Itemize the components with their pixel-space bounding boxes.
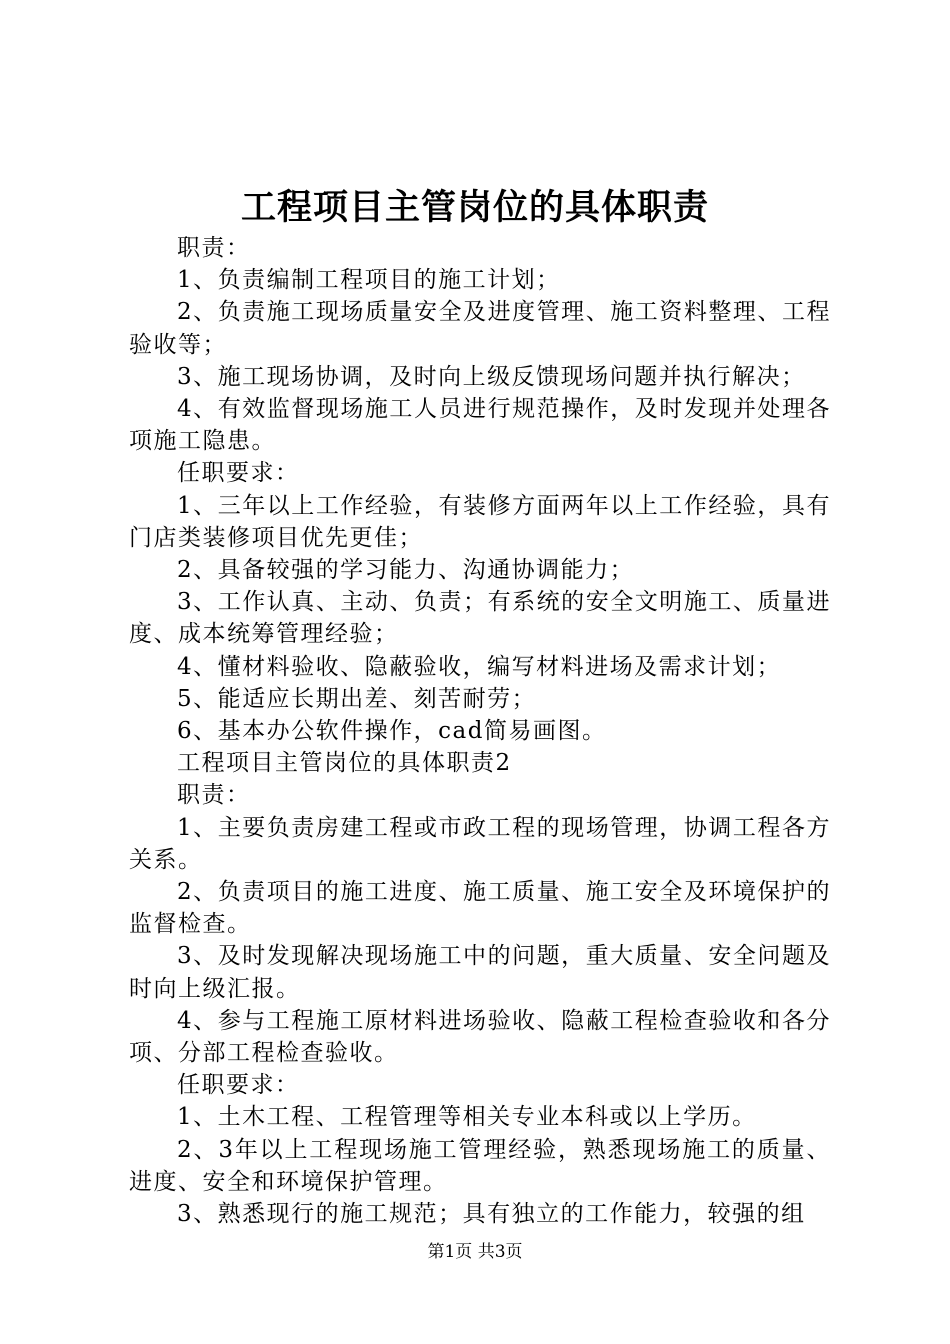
paragraph: 任职要求：: [177, 1072, 300, 1099]
paragraph: 任职要求：: [177, 460, 300, 487]
paragraph: 5、能适应长期出差、刻苦耐劳；: [177, 685, 537, 712]
paragraph: 1、三年以上工作经验，有装修方面两年以上工作经验，具有门店类装修项目优先更佳；: [129, 492, 831, 551]
paragraph: 2、具备较强的学习能力、沟通协调能力；: [177, 557, 635, 584]
document-title: 工程项目主管岗位的具体职责: [240, 187, 709, 228]
paragraph: 1、负责编制工程项目的施工计划；: [177, 267, 561, 294]
paragraph: 2、负责项目的施工进度、施工质量、施工安全及环境保护的监督检查。: [129, 879, 831, 938]
page-footer: 第1页 共3页: [427, 1242, 523, 1262]
paragraph: 2、负责施工现场质量安全及进度管理、施工资料整理、工程验收等；: [129, 299, 831, 358]
paragraph: 3、施工现场协调，及时向上级反馈现场问题并执行解决；: [177, 363, 806, 390]
paragraph: 6、基本办公软件操作，cad简易画图。: [177, 718, 607, 745]
paragraph: 3、工作认真、主动、负责；有系统的安全文明施工、质量进度、成本统筹管理经验；: [129, 589, 831, 648]
paragraph: 3、熟悉现行的施工规范；具有独立的工作能力，较强的组: [177, 1201, 806, 1228]
paragraph: 职责：: [177, 235, 251, 261]
paragraph: 职责：: [177, 782, 251, 809]
paragraph: 4、懂材料验收、隐蔽验收，编写材料进场及需求计划；: [177, 653, 782, 680]
document-body: [129, 232, 831, 1230]
paragraph: 3、及时发现解决现场施工中的问题，重大质量、安全问题及时向上级汇报。: [129, 943, 831, 1002]
section-heading: 工程项目主管岗位的具体职责2: [177, 750, 512, 777]
paragraph: 1、主要负责房建工程或市政工程的现场管理，协调工程各方关系。: [129, 814, 831, 873]
paragraph: 4、有效监督现场施工人员进行规范操作，及时发现并处理各项施工隐患。: [129, 396, 831, 455]
paragraph: 2、3年以上工程现场施工管理经验，熟悉现场施工的质量、进度、安全和环境保护管理。: [129, 1136, 831, 1195]
paragraph: 4、参与工程施工原材料进场验收、隐蔽工程检查验收和各分项、分部工程检查验收。: [129, 1007, 831, 1067]
paragraph: 1、土木工程、工程管理等相关专业本科或以上学历。: [177, 1104, 757, 1131]
